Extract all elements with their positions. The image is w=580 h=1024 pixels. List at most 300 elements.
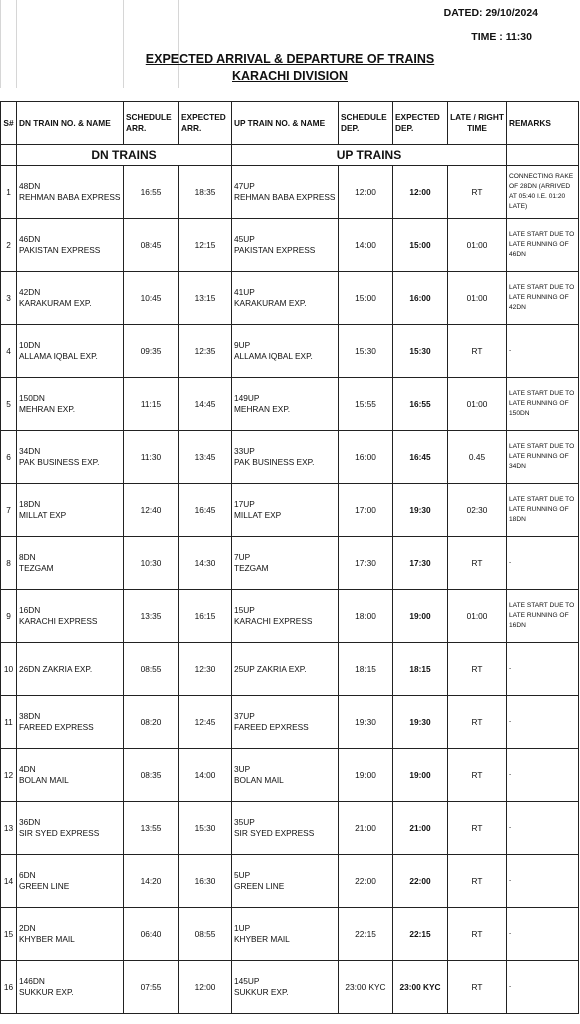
up-train-cell — [232, 431, 339, 484]
remarks-cell-text: LATE START DUE TO LATE RUNNING OF 46DN — [509, 231, 575, 258]
up-train-cell-text: 25UP ZAKRIA EXP. — [234, 663, 307, 674]
late-right-time-text: RT — [471, 345, 483, 356]
expected-arrival — [179, 855, 232, 908]
schedule-arrival — [124, 590, 179, 643]
expected-departure — [393, 590, 448, 643]
dn-train-cell-text: 16DN — [19, 605, 41, 615]
serial-number — [1, 802, 17, 855]
schedule-arrival-text: 10:30 — [140, 557, 162, 568]
table-row — [1, 537, 579, 590]
serial-number — [1, 484, 17, 537]
table-row — [1, 908, 579, 961]
late-right-time — [448, 908, 507, 961]
late-right-time — [448, 166, 507, 219]
up-train-cell-text: FAREED EPXRESS — [234, 722, 309, 732]
schedule-departure-text: 22:15 — [355, 928, 376, 939]
schedule-departure — [339, 431, 393, 484]
report-time: TIME : 11:30 — [471, 31, 532, 43]
column-header-row — [1, 102, 579, 145]
expected-departure — [393, 219, 448, 272]
expected-arrival — [179, 802, 232, 855]
dn-train-cell-text: 42DN — [19, 287, 41, 297]
remarks-cell — [507, 855, 579, 908]
remarks-cell — [507, 696, 579, 749]
late-right-time — [448, 325, 507, 378]
section-blank — [507, 145, 579, 166]
schedule-departure — [339, 378, 393, 431]
dn-train-cell — [17, 537, 124, 590]
dn-train-cell-text: 46DN — [19, 234, 41, 244]
remarks-cell — [507, 166, 579, 219]
dn-train-cell — [17, 325, 124, 378]
header-spacer — [0, 88, 580, 101]
schedule-arrival — [124, 961, 179, 1014]
up-train-cell-text: 5UP — [234, 870, 251, 880]
dn-train-cell — [17, 219, 124, 272]
up-train-cell — [232, 166, 339, 219]
col-header-schedule-arr: SCHEDULE ARR. — [124, 102, 179, 145]
late-right-time — [448, 749, 507, 802]
up-train-cell — [232, 802, 339, 855]
remarks-cell-text: - — [509, 877, 512, 884]
col-header-dn-train: DN TRAIN NO. & NAME — [17, 102, 124, 145]
up-train-cell-text: GREEN LINE — [234, 881, 285, 891]
dn-train-cell-text: KARAKURAM EXP. — [19, 298, 92, 308]
dn-train-cell — [17, 590, 124, 643]
remarks-cell-text: - — [509, 718, 512, 725]
schedule-departure-text: 12:00 — [355, 186, 376, 197]
remarks-cell-text: - — [509, 771, 512, 778]
schedule-departure — [339, 219, 393, 272]
schedule-arrival-text: 08:45 — [140, 239, 162, 250]
late-right-time-text: RT — [471, 716, 483, 727]
expected-departure — [393, 166, 448, 219]
schedule-departure-text: 23:00 KYC — [345, 981, 386, 992]
up-train-cell — [232, 378, 339, 431]
dn-train-cell — [17, 378, 124, 431]
expected-arrival — [179, 643, 232, 696]
up-train-cell-text: 1UP — [234, 923, 251, 933]
table-row — [1, 166, 579, 219]
late-right-time-text: RT — [471, 928, 483, 939]
expected-departure-text: 15:30 — [409, 345, 431, 356]
serial-number — [1, 166, 17, 219]
table-row — [1, 855, 579, 908]
expected-departure-text: 22:00 — [409, 875, 431, 886]
expected-arrival — [179, 378, 232, 431]
expected-departure — [393, 537, 448, 590]
serial-number-text: 7 — [6, 505, 11, 515]
remarks-cell — [507, 749, 579, 802]
up-train-cell-text: 3UP — [234, 764, 251, 774]
table-row — [1, 378, 579, 431]
late-right-time — [448, 590, 507, 643]
report-header — [0, 0, 580, 88]
late-right-time-text: RT — [471, 769, 483, 780]
late-right-time-text: RT — [471, 186, 483, 197]
late-right-time-text: 01:00 — [466, 239, 488, 250]
serial-number-text: 11 — [4, 717, 13, 727]
schedule-arrival — [124, 855, 179, 908]
late-right-time-text: RT — [471, 557, 483, 568]
schedule-departure-text: 15:55 — [355, 398, 376, 409]
dn-train-cell-text: 38DN — [19, 711, 41, 721]
expected-arrival-text: 16:30 — [194, 875, 216, 886]
remarks-cell — [507, 219, 579, 272]
schedule-departure-text: 17:00 — [355, 504, 376, 515]
dn-train-cell — [17, 272, 124, 325]
expected-arrival-text: 16:15 — [194, 610, 216, 621]
schedule-arrival-text: 11:30 — [140, 451, 162, 462]
remarks-cell — [507, 325, 579, 378]
remarks-cell — [507, 484, 579, 537]
section-up-trains: UP TRAINS — [232, 145, 507, 166]
dn-train-cell-text: PAK BUSINESS EXP. — [19, 457, 100, 467]
remarks-cell-text: - — [509, 824, 512, 831]
expected-arrival-text: 14:45 — [194, 398, 216, 409]
up-train-cell-text: BOLAN MAIL — [234, 775, 284, 785]
table-row — [1, 643, 579, 696]
serial-number — [1, 272, 17, 325]
late-right-time-text: RT — [471, 822, 483, 833]
up-train-cell — [232, 696, 339, 749]
schedule-arrival — [124, 696, 179, 749]
dn-train-cell-text: 18DN — [19, 499, 41, 509]
col-header-expected-arr: EXPECTED ARR. — [179, 102, 232, 145]
schedule-departure — [339, 590, 393, 643]
schedule-arrival — [124, 378, 179, 431]
up-train-cell — [232, 590, 339, 643]
dn-train-cell-text: GREEN LINE — [19, 881, 70, 891]
remarks-cell — [507, 643, 579, 696]
expected-arrival-text: 08:55 — [194, 928, 216, 939]
up-train-cell-text: 9UP — [234, 340, 251, 350]
dn-train-cell-text: PAKISTAN EXPRESS — [19, 245, 101, 255]
remarks-cell-text: CONNECTING RAKE OF 28DN (ARRIVED AT 05:40 I.E. 01:20 LATE) — [509, 173, 574, 210]
schedule-arrival — [124, 325, 179, 378]
expected-departure-text: 16:45 — [409, 451, 431, 462]
up-train-cell-text: ALLAMA IQBAL EXP. — [234, 351, 313, 361]
remarks-cell — [507, 590, 579, 643]
dn-train-cell-text: 6DN — [19, 870, 36, 880]
table-row — [1, 484, 579, 537]
dn-train-cell-text: KHYBER MAIL — [19, 934, 75, 944]
up-train-cell-text: KARACHI EXPRESS — [234, 616, 313, 626]
schedule-departure — [339, 643, 393, 696]
expected-departure — [393, 272, 448, 325]
serial-number — [1, 696, 17, 749]
dn-train-cell-text: ALLAMA IQBAL EXP. — [19, 351, 98, 361]
late-right-time — [448, 272, 507, 325]
serial-number — [1, 378, 17, 431]
schedule-arrival-text: 06:40 — [140, 928, 162, 939]
expected-departure — [393, 325, 448, 378]
expected-departure-text: 19:00 — [409, 769, 431, 780]
up-train-cell-text: MILLAT EXP — [234, 510, 282, 520]
serial-number-text: 16 — [3, 982, 14, 992]
schedule-arrival-text: 07:55 — [140, 981, 162, 992]
schedule-arrival-text: 11:15 — [140, 398, 162, 409]
train-schedule-table — [0, 101, 579, 1014]
dn-train-cell-text: FAREED EXPRESS — [19, 722, 94, 732]
schedule-departure — [339, 908, 393, 961]
page-title: EXPECTED ARRIVAL & DEPARTURE OF TRAINS — [145, 52, 435, 66]
schedule-arrival-text: 09:35 — [140, 345, 162, 356]
schedule-departure — [339, 272, 393, 325]
expected-arrival-text: 12:35 — [194, 345, 216, 356]
remarks-cell-text: LATE START DUE TO LATE RUNNING OF 16DN — [509, 602, 575, 629]
expected-arrival — [179, 749, 232, 802]
up-train-cell-text: KARAKURAM EXP. — [234, 298, 307, 308]
late-right-time — [448, 431, 507, 484]
schedule-arrival — [124, 537, 179, 590]
remarks-cell-text: - — [509, 983, 512, 990]
serial-number — [1, 961, 17, 1014]
remarks-cell-text: - — [509, 559, 512, 566]
expected-arrival — [179, 431, 232, 484]
expected-arrival — [179, 696, 232, 749]
table-row — [1, 272, 579, 325]
serial-number-text: 4 — [6, 346, 11, 356]
dn-train-cell-text: MEHRAN EXP. — [19, 404, 76, 414]
schedule-departure-text: 18:15 — [355, 663, 376, 674]
dn-train-cell-text: 8DN — [19, 552, 36, 562]
expected-arrival-text: 18:35 — [194, 186, 216, 197]
schedule-departure — [339, 484, 393, 537]
expected-departure — [393, 643, 448, 696]
schedule-departure-text: 16:00 — [355, 451, 376, 462]
expected-departure-text: 23:00 KYC — [399, 981, 441, 992]
schedule-departure — [339, 696, 393, 749]
late-right-time-text: RT — [471, 981, 483, 992]
up-train-cell — [232, 908, 339, 961]
expected-departure — [393, 961, 448, 1014]
serial-number — [1, 325, 17, 378]
page-subtitle: KARACHI DIVISION — [232, 69, 348, 83]
up-train-cell-text: 15UP — [234, 605, 255, 615]
expected-departure-text: 15:00 — [409, 239, 431, 250]
schedule-arrival — [124, 166, 179, 219]
up-train-cell-text: KHYBER MAIL — [234, 934, 290, 944]
schedule-arrival-text: 08:20 — [140, 716, 162, 727]
late-right-time-text: 01:00 — [466, 398, 488, 409]
schedule-departure-text: 17:30 — [355, 557, 376, 568]
expected-departure-text: 16:00 — [409, 292, 431, 303]
table-row — [1, 696, 579, 749]
expected-departure-text: 16:55 — [409, 398, 431, 409]
schedule-arrival — [124, 643, 179, 696]
schedule-arrival — [124, 749, 179, 802]
expected-arrival — [179, 219, 232, 272]
expected-departure — [393, 908, 448, 961]
dn-train-cell-text: TEZGAM — [19, 563, 54, 573]
expected-departure-text: 19:30 — [409, 504, 431, 515]
dn-train-cell — [17, 908, 124, 961]
expected-departure-text: 12:00 — [409, 186, 431, 197]
up-train-cell — [232, 325, 339, 378]
up-train-cell-text: 41UP — [234, 287, 255, 297]
expected-arrival-text: 12:30 — [194, 663, 216, 674]
remarks-cell-text: LATE START DUE TO LATE RUNNING OF 18DN — [509, 496, 575, 523]
schedule-departure-text: 22:00 — [355, 875, 376, 886]
schedule-departure-text: 19:00 — [355, 769, 376, 780]
dn-train-cell-text: 150DN — [19, 393, 45, 403]
expected-departure-text: 19:00 — [409, 610, 431, 621]
table-row — [1, 219, 579, 272]
dn-train-cell-text: MILLAT EXP — [19, 510, 67, 520]
remarks-cell — [507, 537, 579, 590]
up-train-cell — [232, 272, 339, 325]
expected-arrival-text: 16:45 — [194, 504, 216, 515]
late-right-time — [448, 484, 507, 537]
expected-arrival-text: 15:30 — [194, 822, 216, 833]
expected-departure-text: 21:00 — [409, 822, 431, 833]
schedule-departure-text: 14:00 — [355, 239, 376, 250]
serial-number — [1, 431, 17, 484]
expected-arrival-text: 14:00 — [194, 769, 216, 780]
remarks-cell-text: LATE START DUE TO LATE RUNNING OF 34DN — [509, 443, 575, 470]
expected-departure-text: 18:15 — [409, 663, 431, 674]
schedule-arrival — [124, 802, 179, 855]
up-train-cell-text: SIR SYED EXPRESS — [234, 828, 315, 838]
dn-train-cell-text: 36DN — [19, 817, 41, 827]
dn-train-cell-text: 4DN — [19, 764, 36, 774]
schedule-arrival-text: 16:55 — [140, 186, 162, 197]
dn-train-cell-text: SIR SYED EXPRESS — [19, 828, 100, 838]
dn-train-cell-text: KARACHI EXPRESS — [19, 616, 98, 626]
late-right-time — [448, 219, 507, 272]
col-header-remarks: REMARKS — [507, 102, 579, 145]
expected-arrival-text: 12:00 — [194, 981, 216, 992]
late-right-time — [448, 643, 507, 696]
remarks-cell — [507, 961, 579, 1014]
up-train-cell — [232, 219, 339, 272]
dn-train-cell — [17, 855, 124, 908]
remarks-cell-text: - — [509, 930, 512, 937]
late-right-time — [448, 696, 507, 749]
serial-number — [1, 643, 17, 696]
col-header-schedule-dep: SCHEDULE DEP. — [339, 102, 393, 145]
up-train-cell-text: REHMAN BABA EXPRESS — [234, 192, 336, 202]
up-train-cell — [232, 961, 339, 1014]
schedule-arrival — [124, 272, 179, 325]
schedule-departure-text: 15:00 — [355, 292, 376, 303]
dn-train-cell-text: 146DN — [19, 976, 45, 986]
up-train-cell — [232, 855, 339, 908]
up-train-cell-text: 149UP — [234, 393, 260, 403]
section-dn-trains: DN TRAINS — [17, 145, 232, 166]
dn-train-cell — [17, 166, 124, 219]
col-header-expected-dep: EXPECTED DEP. — [393, 102, 448, 145]
schedule-arrival — [124, 908, 179, 961]
expected-departure-text: 22:15 — [409, 928, 431, 939]
remarks-cell-text: LATE START DUE TO LATE RUNNING OF 42DN — [509, 284, 575, 311]
up-train-cell-text: PAK BUSINESS EXP. — [234, 457, 315, 467]
up-train-cell-text: PAKISTAN EXPRESS — [234, 245, 316, 255]
dn-train-cell-text: 10DN — [19, 340, 41, 350]
schedule-arrival-text: 08:35 — [140, 769, 162, 780]
dn-train-cell-text: REHMAN BABA EXPRESS — [19, 192, 121, 202]
expected-arrival-text: 13:45 — [194, 451, 216, 462]
dn-train-cell — [17, 643, 124, 696]
up-train-cell-text: TEZGAM — [234, 563, 269, 573]
up-train-cell-text: 45UP — [234, 234, 255, 244]
expected-arrival — [179, 537, 232, 590]
up-train-cell-text: 47UP — [234, 181, 255, 191]
expected-departure-text: 19:30 — [409, 716, 431, 727]
expected-arrival-text: 12:45 — [194, 716, 216, 727]
serial-number-text: 2 — [6, 240, 11, 250]
expected-arrival — [179, 166, 232, 219]
schedule-departure — [339, 749, 393, 802]
serial-number — [1, 749, 17, 802]
serial-number-text: 13 — [3, 823, 14, 833]
section-header-row — [1, 145, 579, 166]
schedule-arrival-text: 13:55 — [140, 822, 162, 833]
remarks-cell-text: - — [509, 665, 512, 672]
late-right-time — [448, 961, 507, 1014]
remarks-cell — [507, 431, 579, 484]
up-train-cell-text: SUKKUR EXP. — [234, 987, 289, 997]
schedule-arrival — [124, 431, 179, 484]
serial-number — [1, 908, 17, 961]
schedule-arrival-text: 14:20 — [140, 875, 162, 886]
dn-train-cell — [17, 431, 124, 484]
late-right-time — [448, 802, 507, 855]
serial-number-text: 15 — [3, 929, 14, 939]
report-date: DATED: 29/10/2024 — [443, 7, 538, 19]
expected-arrival-text: 13:15 — [194, 292, 216, 303]
schedule-departure — [339, 166, 393, 219]
expected-departure — [393, 749, 448, 802]
serial-number-text: 3 — [6, 293, 11, 303]
dn-train-cell-text: SUKKUR EXP. — [19, 987, 74, 997]
serial-number-text: 10 — [3, 664, 14, 674]
schedule-arrival-text: 12:40 — [140, 504, 162, 515]
serial-number — [1, 855, 17, 908]
dn-train-cell-text: 26DN ZAKRIA EXP. — [19, 663, 93, 674]
late-right-time — [448, 855, 507, 908]
dn-train-cell-text: 2DN — [19, 923, 36, 933]
late-right-time — [448, 378, 507, 431]
expected-arrival — [179, 908, 232, 961]
schedule-departure — [339, 961, 393, 1014]
dn-train-cell — [17, 802, 124, 855]
col-header-sn: S# — [1, 102, 17, 145]
remarks-cell — [507, 378, 579, 431]
expected-departure — [393, 696, 448, 749]
late-right-time-text: RT — [471, 875, 483, 886]
remarks-cell — [507, 802, 579, 855]
expected-arrival — [179, 272, 232, 325]
expected-arrival — [179, 590, 232, 643]
schedule-arrival — [124, 484, 179, 537]
remarks-cell-text: - — [509, 347, 512, 354]
up-train-cell — [232, 643, 339, 696]
dn-train-cell — [17, 484, 124, 537]
table-row — [1, 431, 579, 484]
schedule-departure — [339, 802, 393, 855]
section-blank — [1, 145, 17, 166]
schedule-departure-text: 15:30 — [355, 345, 376, 356]
col-header-late: LATE / RIGHT TIME — [448, 102, 507, 145]
up-train-cell-text: 37UP — [234, 711, 255, 721]
serial-number-text: 9 — [6, 611, 11, 621]
remarks-cell — [507, 272, 579, 325]
schedule-departure-text: 18:00 — [355, 610, 376, 621]
up-train-cell-text: 17UP — [234, 499, 255, 509]
serial-number-text: 1 — [6, 187, 11, 197]
